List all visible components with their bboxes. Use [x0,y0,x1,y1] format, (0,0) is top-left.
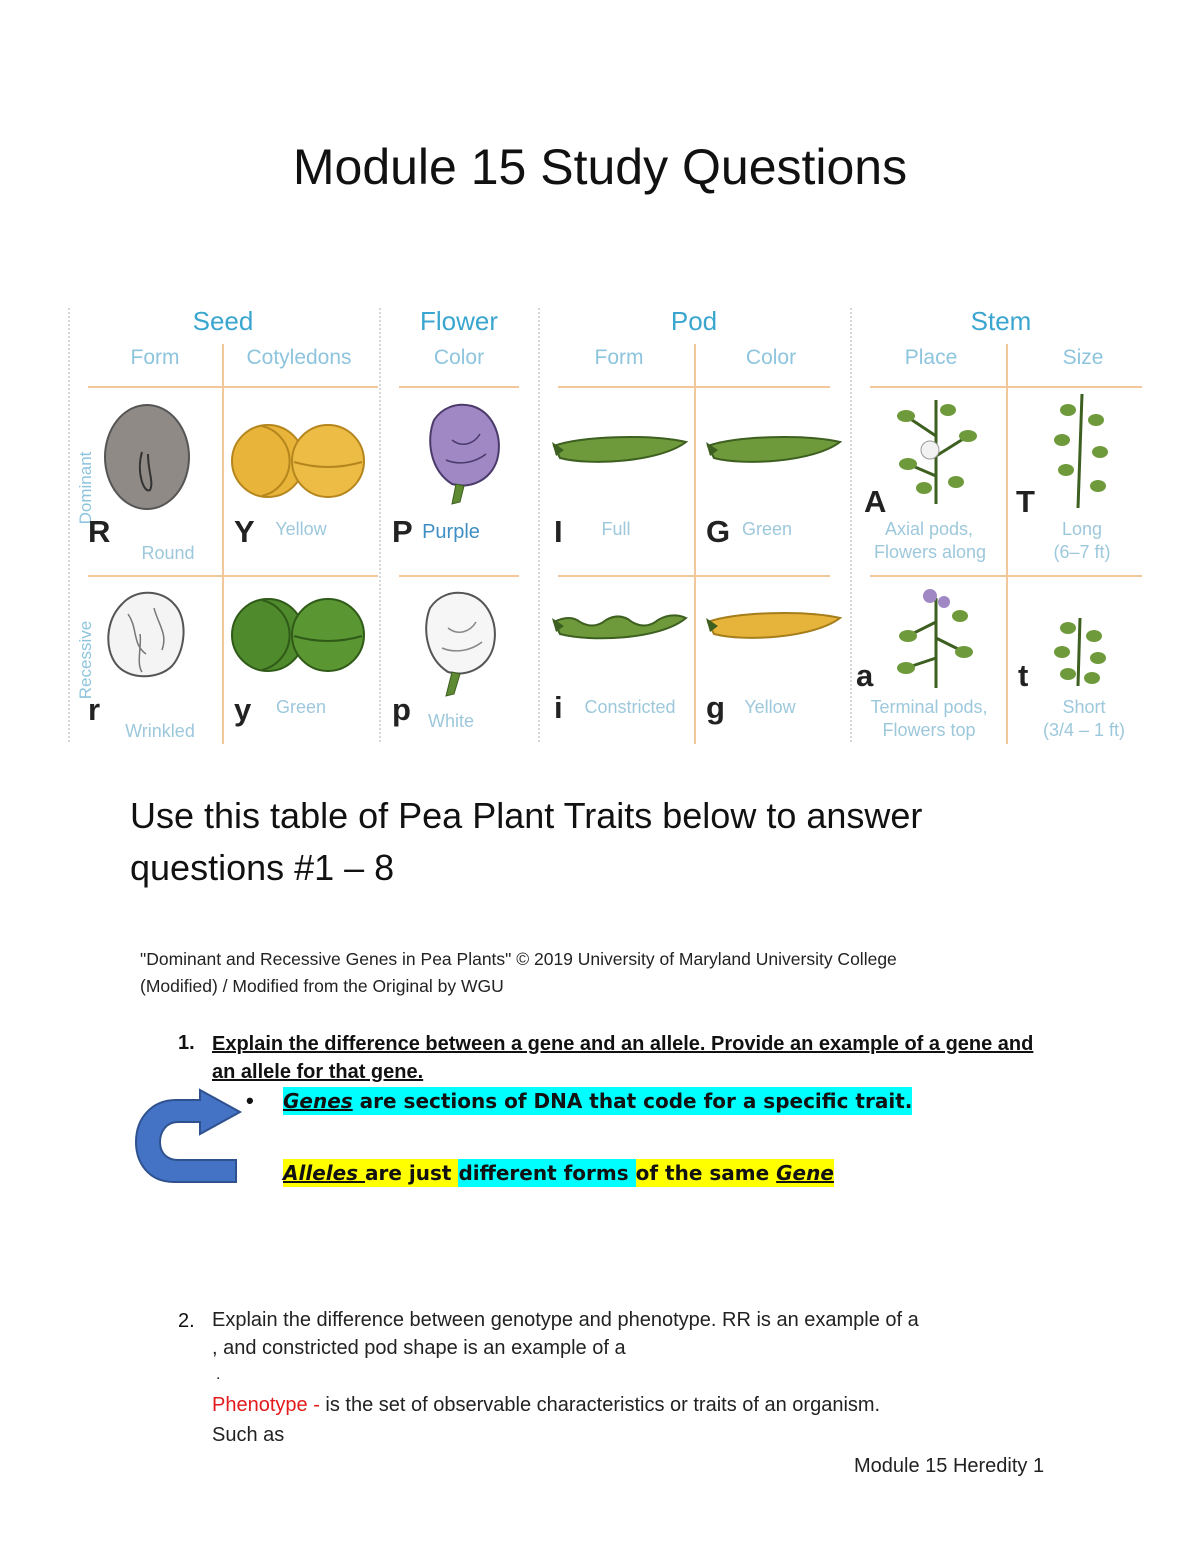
phenotype-line2: Such as [212,1424,285,1446]
trait-long-line1: Long [1061,519,1103,539]
trait-yellow-pod: Yellow [744,697,796,717]
category-stem: Stem [970,306,1032,336]
rule [88,386,378,388]
trait-round: Round [141,543,195,563]
page-footer: Module 15 Heredity 1 [854,1455,1045,1477]
phenotype-answer [212,1390,1092,1450]
trait-white: White [427,711,474,731]
trait-purple: Purple [422,521,480,543]
rule [1006,344,1008,744]
trait-green-pod: Green [742,519,793,539]
allele-P: P [392,514,413,549]
answer-alleles [283,1157,834,1189]
trait-short [1042,696,1126,741]
q1-text: Explain the difference between a gene and an allele. Provide an example of a gene and an allele for that gene. [212,1033,1034,1083]
page-title: Module 15 Study Questions [292,139,908,195]
sub-flower-color: Color [433,346,485,369]
allele-g: g [706,690,725,725]
citation-line2: (Modified) / Modified from the Original by WGU [140,976,504,996]
trait-green-seed: Green [275,697,327,717]
sub-seed-form: Form [130,346,180,369]
trait-long-line2: (6–7 ft) [1053,541,1111,562]
citation-line1: "Dominant and Recessive Genes in Pea Plants" © 2019 University of Maryland University College [140,949,897,969]
category-flower: Flower [419,306,498,336]
row-label-dominant: Dominant [76,451,95,525]
answer-alleles-tail: of the same [635,1161,777,1185]
q2-number: 2. [178,1310,195,1332]
q1-number: 1. [178,1032,195,1054]
sub-stem-place: Place [904,346,958,369]
trait-yellow-seed: Yellow [275,519,327,539]
phenotype-label: Phenotype - [212,1394,326,1416]
divider [850,308,852,742]
q2-text-line2: , and constricted pod shape is an example of a [212,1337,626,1359]
full-pod-icon [550,432,690,472]
allele-a: a [856,658,874,693]
round-seed-icon [102,402,192,512]
rule [222,344,224,744]
trait-axial-line1: Axial pods, [884,519,974,539]
return-arrow-icon [130,1086,245,1186]
allele-G: G [706,514,731,549]
answer-genes-rest: are sections of DNA that code for a specific trait. [352,1089,913,1113]
sub-stem-size: Size [1062,346,1104,369]
constricted-pod-icon [550,608,690,648]
sub-pod-form: Form [594,346,644,369]
trait-constricted: Constricted [584,697,676,717]
rule [399,575,519,577]
allele-i: i [554,690,563,725]
green-pod-icon [704,432,844,472]
pea-traits-figure [66,300,1146,750]
white-flower-icon [412,588,502,700]
q2-text-line1: Explain the difference between genotype and phenotype. RR is an example of a [212,1309,919,1331]
answer-alleles-term: Alleles [283,1161,366,1185]
trait-full: Full [601,519,631,539]
divider [68,308,70,742]
allele-t: t [1018,658,1029,693]
category-pod: Pod [670,306,718,336]
wrinkled-seed-icon [102,584,188,684]
allele-Y: Y [234,514,255,549]
allele-I: I [554,514,563,549]
trait-wrinkled: Wrinkled [125,721,195,741]
allele-T: T [1016,484,1035,519]
allele-A: A [864,484,887,519]
allele-y: y [234,692,252,727]
long-stem-icon [1042,390,1122,510]
trait-terminal-line1: Terminal pods, [870,697,988,717]
answer-alleles-highlight: different forms [458,1161,636,1185]
trait-axial [874,518,987,563]
instructions: Use this table of Pea Plant Traits below to answer questions #1 – 8 [130,795,923,888]
yellow-pod-icon [704,608,844,648]
trait-terminal [866,696,992,741]
trait-short-line1: Short [1062,697,1106,717]
q2-dot: . [216,1366,221,1383]
citation [140,946,1040,1000]
answer-genes [283,1085,912,1117]
purple-flower-icon [416,400,506,512]
green-cotyledon-icon [232,592,367,678]
trait-axial-line2: Flowers along [874,541,987,562]
allele-R: R [88,514,111,549]
terminal-stem-icon [892,582,982,690]
answer-alleles-end: Gene [776,1161,834,1185]
row-label-recessive: Recessive [76,620,95,700]
allele-r: r [88,692,101,727]
rule [399,386,519,388]
divider [538,308,540,742]
divider [379,308,381,742]
rule [88,575,378,577]
phenotype-text: is the set of observable characteristics or traits of an organism. [325,1394,881,1416]
answer-alleles-mid: are just [365,1161,459,1185]
sub-pod-color: Color [745,346,797,369]
trait-terminal-line2: Flowers top [882,719,976,740]
short-stem-icon [1044,614,1114,688]
answer-genes-term: Genes [283,1089,353,1113]
sub-seed-cotyledons: Cotyledons [246,346,352,369]
category-seed: Seed [192,306,254,336]
trait-short-line2: (3/4 – 1 ft) [1042,719,1126,740]
axial-stem-icon [886,396,986,506]
trait-long [1052,518,1112,563]
bullet-dot: • [246,1088,254,1113]
allele-p: p [392,692,411,727]
yellow-cotyledon-icon [232,418,367,504]
rule [694,344,696,744]
